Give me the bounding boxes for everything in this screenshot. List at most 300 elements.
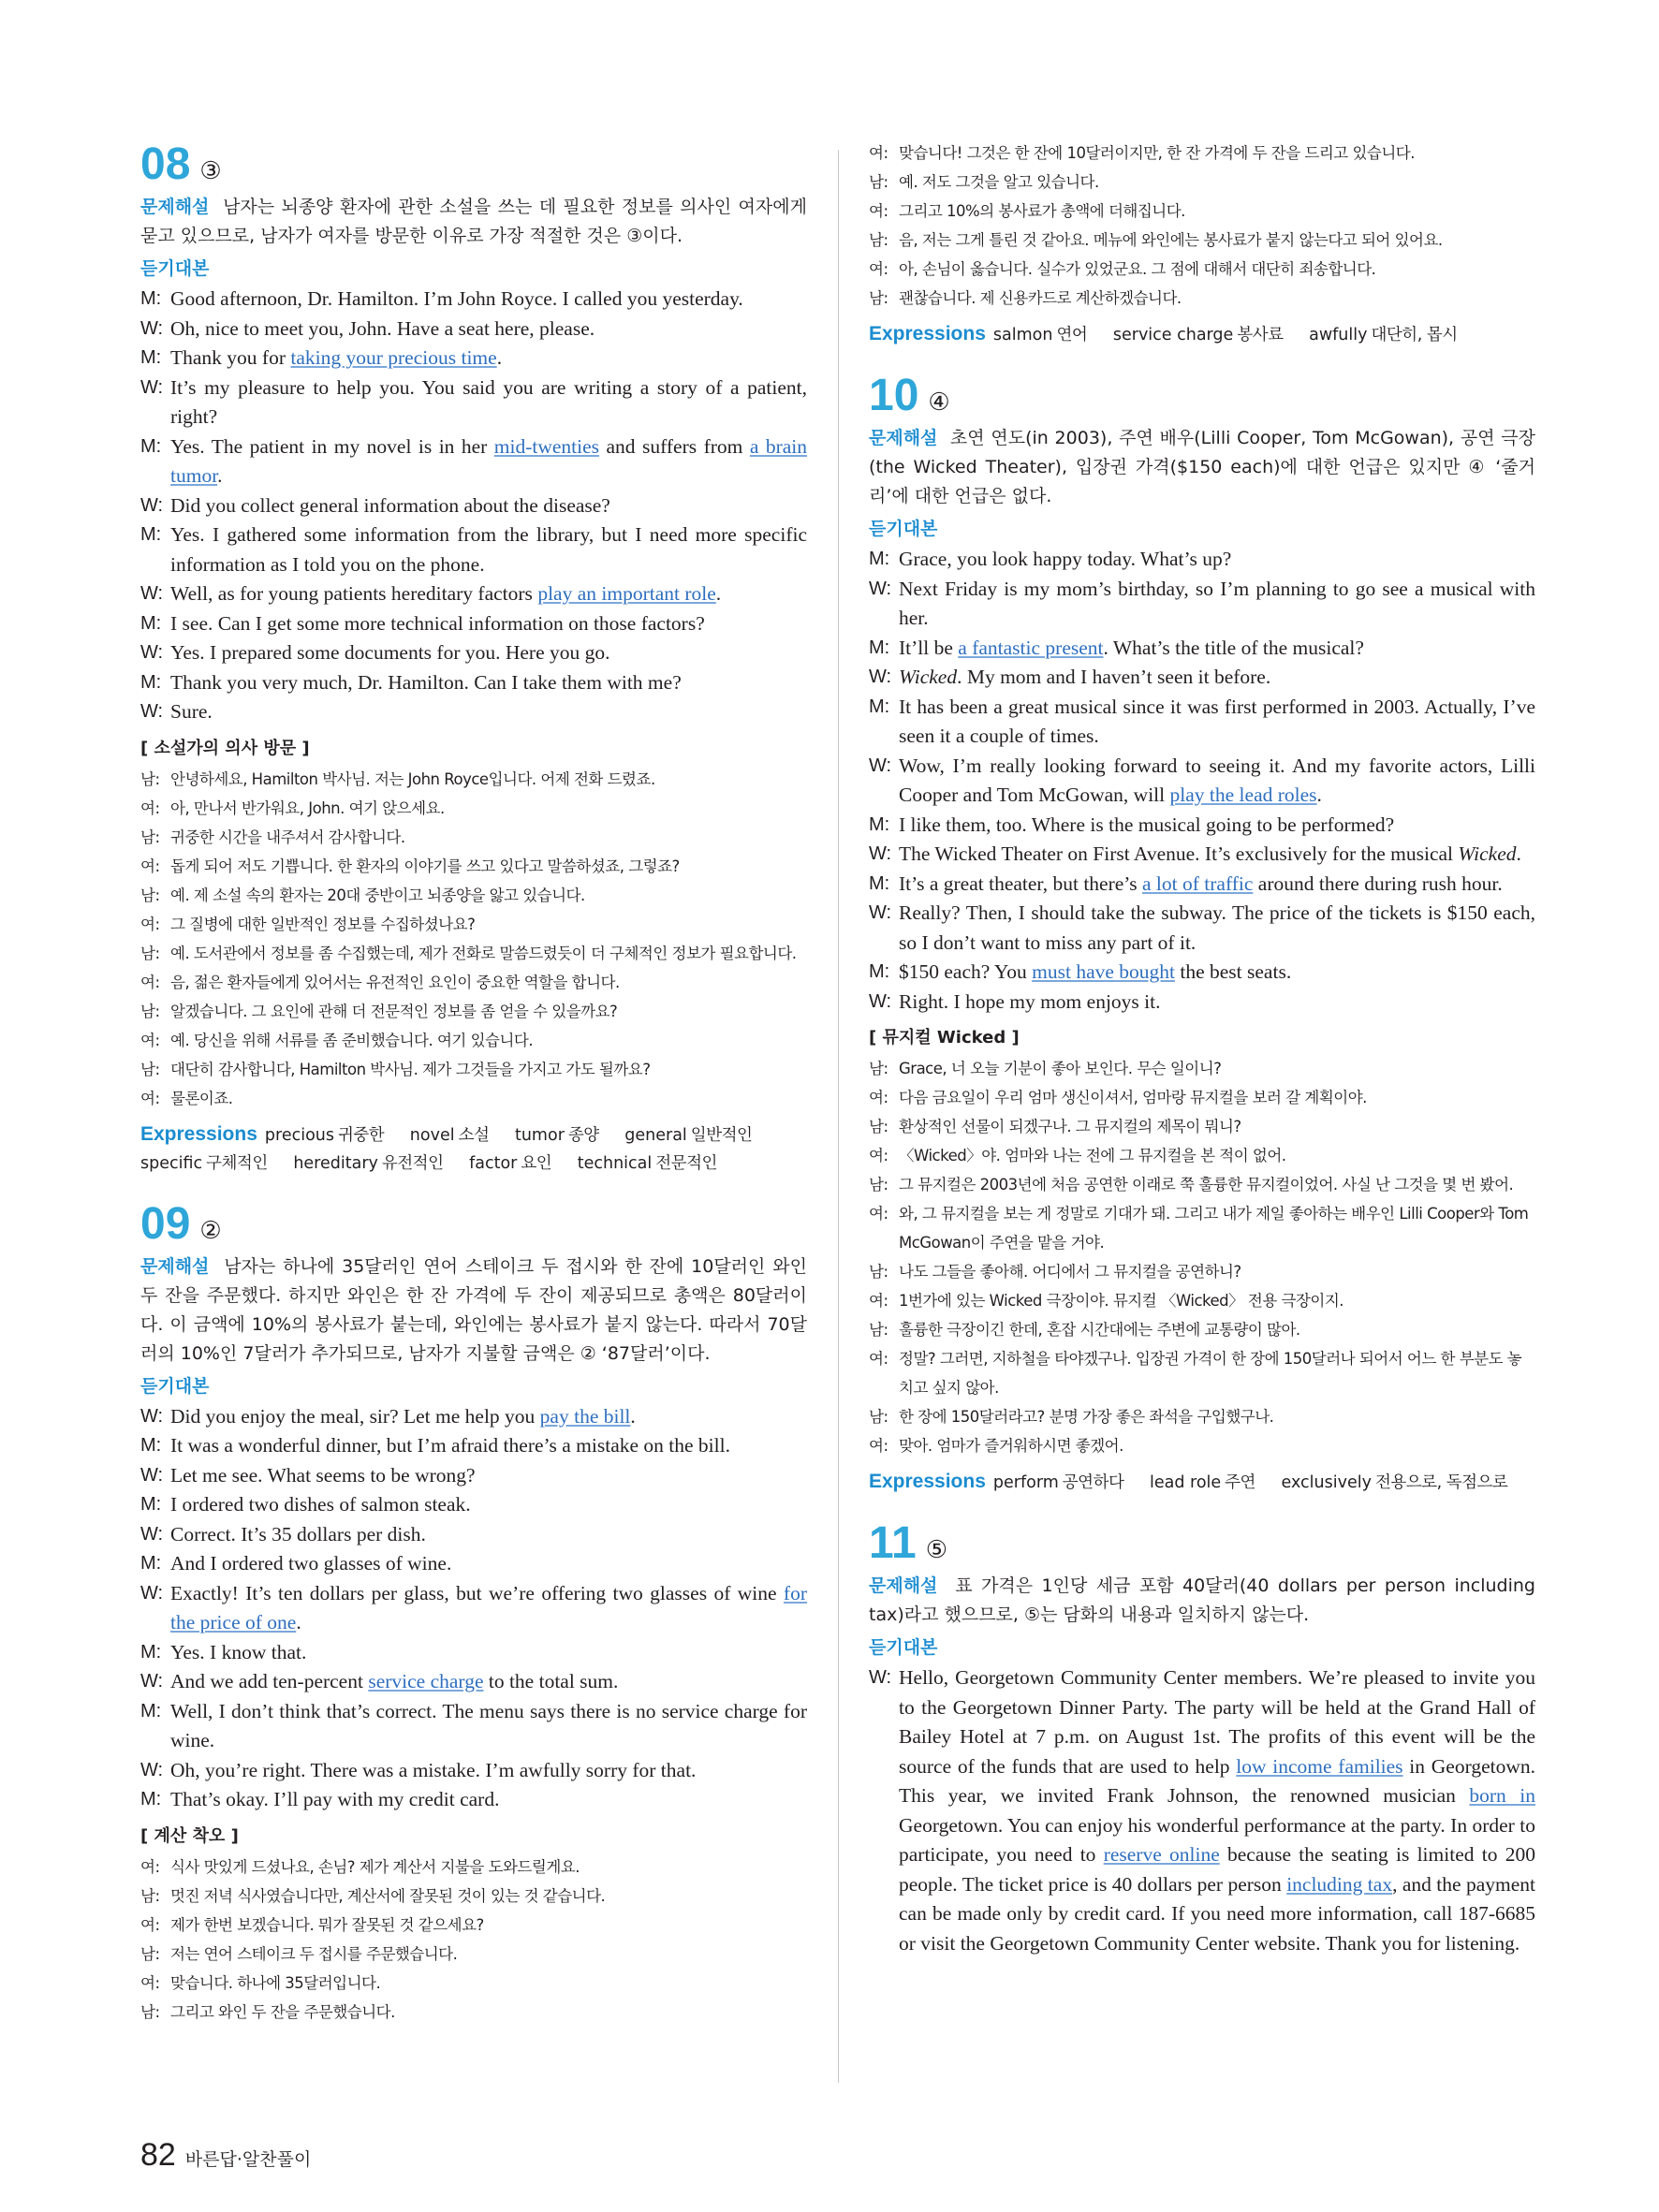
translation-line (869, 284, 1535, 313)
speaker-label: 남: (140, 769, 160, 788)
text-run: Did you collect general information about the disease? (170, 493, 610, 517)
text-run: Did you enjoy the meal, sir? Let me help you (170, 1404, 540, 1428)
fill-in-blank: reserve online (1103, 1843, 1220, 1866)
translation-line (140, 1940, 807, 1969)
vocab-word: factor (469, 1153, 518, 1173)
translation-text: 맞아. 엄마가 즐거워하시면 좋겠어. (899, 1437, 1123, 1455)
script-label: 듣기대본 (869, 519, 938, 539)
explanation (140, 193, 807, 251)
translation (140, 1853, 807, 2027)
speaker-label: 남: (140, 1002, 160, 1020)
translation-text: 대단히 감사합니다, Hamilton 박사님. 제가 그것들을 가지고 가도 될까요? (170, 1060, 651, 1078)
translation-line (140, 1969, 807, 1998)
vocab-meaning: 공연하다 (1062, 1473, 1124, 1492)
translation-line (140, 852, 807, 881)
answer-mark: ⑤ (925, 1535, 948, 1563)
translation-text: 저는 연어 스테이크 두 접시를 주문했습니다. (170, 1944, 458, 1963)
dialogue-line (869, 840, 1535, 870)
speaker-label: 여: (140, 1915, 160, 1934)
speaker-label: 남: (140, 944, 160, 962)
dialogue-line (869, 988, 1535, 1018)
title-italic: Wicked (899, 666, 958, 688)
speaker-label: W: (140, 701, 164, 722)
dialogue-line (140, 1402, 807, 1432)
translation-text: 아, 손님이 옳습니다. 실수가 있었군요. 그 점에 대해서 대단히 죄송합니다. (899, 260, 1376, 278)
text-run: , and the payment can be made only by credit card. If you need more information, call 187-6685 or visit the Georgetown Community Center website. Thank you for listening. (899, 1872, 1535, 1955)
dialogue-line (869, 1663, 1535, 1958)
translation-line (869, 168, 1535, 197)
speaker-label: 남: (140, 886, 160, 904)
dialogue-line (140, 668, 807, 698)
text-run: . (630, 1404, 636, 1428)
translation-text: Grace, 너 오늘 기분이 좋아 보인다. 무슨 일이니? (899, 1060, 1222, 1077)
speaker-label: W: (140, 1523, 164, 1545)
speaker-label: W: (140, 642, 164, 663)
speaker-label: 여: (140, 857, 160, 875)
text-run: . My mom and I haven’t seen it before. (957, 666, 1271, 688)
text-run: The Wicked Theater on First Avenue. It’s exclusively for the musical (899, 842, 1459, 865)
text-run: It’s a great theater, but there’s (899, 872, 1143, 895)
dialogue-line (869, 663, 1535, 693)
script-label: 듣기대본 (140, 258, 210, 279)
vocab-meaning: 전문적인 (655, 1153, 717, 1173)
dialogue-text (170, 374, 807, 432)
vocab-word: tumor (514, 1125, 565, 1145)
translation-line (869, 255, 1535, 284)
speaker-label: W: (140, 1464, 164, 1486)
speaker-label: 여: (140, 1031, 160, 1049)
translation-text: 맞습니다! 그것은 한 잔에 10달러이지만, 한 잔 가격에 두 잔을 드리고 있습니다. (899, 144, 1415, 162)
text-run: Yes. The patient in my novel is in her (170, 434, 494, 458)
text-run: . (296, 1611, 301, 1633)
speaker-label: 여: (869, 1205, 888, 1223)
translation-line (869, 1170, 1535, 1199)
expressions-label: Expressions (869, 323, 986, 344)
fill-in-blank: a lot of traffic (1142, 872, 1254, 895)
translation-line (140, 997, 807, 1026)
dialogue-text (170, 638, 807, 668)
dialogue-text (899, 663, 1535, 693)
text-run: Thank you very much, Dr. Hamilton. Can I take them with me? (170, 670, 682, 694)
dialogue-text (170, 1490, 807, 1520)
q09-heading (140, 1200, 807, 1249)
translation-line (140, 939, 807, 968)
translation-line (869, 139, 1535, 168)
vocab-meaning: 귀중한 (338, 1125, 385, 1145)
dialogue-line (140, 285, 807, 315)
dialogue-text (899, 1663, 1535, 1958)
fill-in-blank: play the lead roles (1169, 784, 1317, 806)
dialogue-line (140, 579, 807, 609)
translation-line (140, 794, 807, 823)
dialogue-line (140, 1697, 807, 1756)
translation-line (140, 968, 807, 997)
page-footer (140, 2137, 311, 2174)
translation-text: 식사 맛있게 드셨나요, 손님? 제가 계산서 지불을 도와드릴게요. (170, 1857, 580, 1876)
translation-text: 나도 그들을 좋아해. 어디에서 그 뮤지컬을 공연하니? (899, 1263, 1241, 1281)
dialogue-line (140, 638, 807, 668)
text-run: the best seats. (1175, 960, 1292, 983)
dialogue-line (869, 545, 1535, 575)
speaker-label: 남: (140, 1886, 160, 1905)
text-run: And I ordered two glasses of wine. (170, 1552, 452, 1575)
dialogue-line (140, 344, 807, 374)
fill-in-blank: a fantastic present (958, 636, 1104, 659)
speaker-label: 남: (869, 231, 888, 249)
text-run: Let me see. What seems to be wrong? (170, 1463, 476, 1487)
vocab-meaning: 봉사료 (1237, 326, 1284, 344)
speaker-label: 남: (140, 1944, 160, 1963)
page-number: 82 (140, 2137, 176, 2173)
text-run: Next Friday is my mom’s birthday, so I’m planning to go see a musical with her. (899, 577, 1535, 629)
dialogue-text (899, 870, 1535, 900)
dialogue-line (869, 693, 1535, 752)
text-run: Thank you for (170, 346, 291, 369)
translation-text: 그리고 10%의 봉사료가 총액에 더해집니다. (899, 202, 1185, 220)
translation-text: 예. 도서관에서 정보를 좀 수집했는데, 제가 전화로 말씀드렸듯이 더 구체적인 정보가 필요합니다. (170, 944, 797, 962)
vocab-word: technical (577, 1153, 653, 1173)
vocab-word: novel (409, 1125, 455, 1145)
dialogue-text (170, 1520, 807, 1550)
text-run: around there during rush hour. (1253, 872, 1503, 895)
translation-text: 〈Wicked〉야. 엄마와 나는 전에 그 뮤지컬을 본 적이 없어. (899, 1147, 1286, 1165)
dialogue-text (170, 1785, 807, 1815)
translation-text: 예. 제 소설 속의 환자는 20대 중반이고 뇌종양을 앓고 있습니다. (170, 886, 585, 904)
dialogue-text (899, 958, 1535, 988)
speaker-label: M: (140, 1494, 162, 1515)
translation-title: [ 뮤지컬 Wicked ] (869, 1028, 1020, 1047)
dialogue-line (140, 1785, 807, 1815)
dialogue-text (899, 693, 1535, 752)
text-run: And we add ten-percent (170, 1670, 369, 1692)
text-run: . What’s the title of the musical? (1103, 636, 1364, 659)
speaker-label: M: (140, 288, 162, 309)
dialogue (140, 285, 807, 727)
speaker-label: 여: (869, 1292, 888, 1310)
text-run: Correct. It’s 35 dollars per dish. (170, 1522, 426, 1545)
text-run: Wow, I’m really looking forward to seeing it. And my favorite actors, Lilli Cooper and Tom McGowan, will (899, 754, 1535, 806)
speaker-label: 남: (869, 1060, 888, 1077)
text-run: . (1316, 784, 1322, 806)
speaker-label: W: (140, 376, 164, 398)
translation-line (140, 1998, 807, 2027)
speaker-label: 여: (869, 1350, 888, 1368)
speaker-label: W: (869, 990, 892, 1012)
speaker-label: 여: (869, 144, 888, 162)
speaker-label: 여: (140, 1973, 160, 1992)
speaker-label: 여: (140, 1089, 160, 1107)
vocab-meaning: 유전적인 (381, 1153, 444, 1173)
q09-section (140, 1200, 807, 2027)
speaker-label: W: (140, 494, 164, 516)
speaker-label: 남: (869, 1408, 888, 1426)
dialogue-text (899, 752, 1535, 811)
title-italic: Wicked (1458, 842, 1517, 865)
dialogue-text (899, 899, 1535, 958)
dialogue-text (170, 1756, 807, 1786)
dialogue-text (170, 609, 807, 639)
text-run: It’ll be (899, 636, 959, 659)
dialogue-text (170, 1461, 807, 1491)
translation-line (869, 1257, 1535, 1286)
vocab-word: lead role (1149, 1473, 1222, 1492)
dialogue (869, 1663, 1535, 1958)
dialogue-line (869, 899, 1535, 958)
vocab-word: perform (992, 1473, 1059, 1492)
speaker-label: M: (869, 813, 890, 835)
dialogue-text (170, 520, 807, 579)
text-run: . (496, 346, 503, 369)
translation-line (869, 1344, 1535, 1402)
translation-text: 그 뮤지컬은 2003년에 처음 공연한 이래로 쭉 훌륭한 뮤지컬이었어. 사실 난 그것을 몇 번 봤어. (899, 1176, 1514, 1194)
text-run: I ordered two dishes of salmon steak. (170, 1493, 471, 1516)
dialogue (869, 545, 1535, 1017)
translation-text: 맞습니다. 하나에 35달러입니다. (170, 1973, 381, 1992)
text-run: Good afternoon, Dr. Hamilton. I’m John Royce. I called you yesterday. (170, 287, 743, 310)
explanation (869, 424, 1535, 511)
dialogue-text (170, 1638, 807, 1668)
dialogue-line (140, 1638, 807, 1668)
speaker-label: M: (869, 872, 890, 894)
translation-text: 다음 금요일이 우리 엄마 생신이셔서, 엄마랑 뮤지컬을 보러 갈 계획이야. (899, 1089, 1367, 1106)
text-run: to the total sum. (483, 1670, 619, 1692)
translation-line (140, 1882, 807, 1911)
dialogue-text (170, 491, 807, 521)
translation-line (140, 823, 807, 852)
speaker-label: 남: (869, 1263, 888, 1281)
translation-text: 음, 젊은 환자들에게 있어서는 유전적인 요인이 중요한 역할을 합니다. (170, 973, 620, 991)
speaker-label: M: (140, 1553, 162, 1574)
speaker-label: M: (869, 637, 890, 658)
fill-in-blank: must have bought (1032, 960, 1175, 983)
text-run: in Georgetown. This year, we invited Frank Johnson, the renowned musician (899, 1754, 1536, 1807)
answer-mark: ③ (199, 156, 222, 184)
speaker-label: 여: (140, 973, 160, 991)
translation-title: [ 소설가의 의사 방문 ] (140, 738, 310, 758)
translation-line (140, 1026, 807, 1055)
translation-line (869, 1054, 1535, 1083)
book-title: 바른답·알찬풀이 (184, 2149, 312, 2170)
dialogue-text (170, 1579, 807, 1638)
translation-line (869, 1402, 1535, 1431)
answer-mark: ④ (928, 388, 950, 416)
translation-text: 돕게 되어 저도 기쁩니다. 한 환자의 이야기를 쓰고 있다고 말씀하셨죠, 그렇죠? (170, 857, 680, 875)
text-run: Georgetown. You can enjoy his wonderful performance at the party. In order to participate, you need to (899, 1813, 1535, 1866)
text-run: Well, as for young patients hereditary factors (170, 582, 538, 605)
speaker-label: 남: (869, 289, 888, 307)
speaker-label: 남: (140, 1060, 160, 1078)
vocab-word: general (624, 1125, 687, 1145)
translation-line (869, 1141, 1535, 1170)
fill-in-blank: for the price of one (170, 1581, 807, 1633)
translation-title: [ 계산 착오 ] (140, 1825, 239, 1846)
speaker-label: M: (140, 1435, 162, 1456)
translation-line (140, 1911, 807, 1940)
vocab-meaning: 일반적인 (690, 1125, 753, 1145)
speaker-label: W: (140, 1671, 164, 1692)
dialogue-line (140, 315, 807, 344)
translation-text: 훌륭한 극장이긴 한데, 혼잡 시간대에는 주변에 교통량이 많아. (899, 1321, 1300, 1339)
dialogue-line (140, 491, 807, 521)
speaker-label: M: (869, 961, 890, 982)
speaker-label: 남: (869, 1118, 888, 1135)
translation-line (869, 1431, 1535, 1460)
expressions-label: Expressions (140, 1122, 257, 1145)
speaker-label: 여: (869, 1437, 888, 1455)
text-run: That’s okay. I’ll pay with my credit card. (170, 1788, 500, 1810)
speaker-label: W: (140, 1405, 164, 1427)
text-run: Grace, you look happy today. What’s up? (899, 548, 1232, 570)
text-run: . (1516, 842, 1521, 865)
question-number: 10 (869, 371, 919, 420)
speaker-label: W: (869, 843, 892, 864)
dialogue-line (869, 752, 1535, 811)
text-run: I see. Can I get some more technical information on those factors? (170, 611, 705, 635)
vocab-meaning: 주연 (1225, 1473, 1255, 1492)
speaker-label: W: (140, 1582, 164, 1604)
dialogue-text (899, 545, 1535, 575)
translation-continued (869, 139, 1535, 313)
explanation-label: 문제해설 (869, 1575, 938, 1596)
translation-text: 괜찮습니다. 제 신용카드로 계산하겠습니다. (899, 289, 1182, 307)
dialogue-text (899, 811, 1535, 841)
text-run: . (715, 582, 722, 605)
dialogue-line (140, 1549, 807, 1579)
text-run: Really? Then, I should take the subway. The price of the tickets is $150 each, so I don’t want to miss any part of it. (899, 901, 1535, 954)
speaker-label: 남: (869, 1176, 888, 1194)
translation-text: 알겠습니다. 그 요인에 관해 더 전문적인 정보를 좀 얻을 수 있을까요? (170, 1002, 618, 1020)
translation (869, 1054, 1535, 1460)
q08-section (140, 140, 807, 1178)
dialogue-text (170, 1549, 807, 1579)
dialogue-line (140, 1667, 807, 1697)
speaker-label: W: (869, 578, 892, 599)
translation-text: 안녕하세요, Hamilton 박사님. 저는 John Royce입니다. 어제 전화 드렸죠. (170, 769, 655, 788)
explanation-label: 문제해설 (869, 428, 938, 448)
speaker-label: M: (140, 347, 162, 368)
dialogue-text (170, 285, 807, 315)
translation-line (869, 1315, 1535, 1344)
vocab-word: hereditary (293, 1153, 378, 1173)
q11-heading (869, 1519, 1535, 1568)
dialogue-text (170, 668, 807, 698)
speaker-label: 남: (869, 1321, 888, 1339)
speaker-label: W: (140, 317, 164, 339)
translation (140, 765, 807, 1113)
vocab-meaning: 소설 (458, 1125, 490, 1145)
translation-line (869, 197, 1535, 226)
fill-in-blank: mid-twenties (493, 434, 600, 458)
expressions-label: Expressions (869, 1471, 986, 1492)
q11-section (869, 1519, 1535, 1958)
dialogue-text (170, 579, 807, 609)
text-run: Oh, you’re right. There was a mistake. I’m awfully sorry for that. (170, 1758, 697, 1781)
text-run: Sure. (170, 700, 213, 723)
text-run: Hello, Georgetown Community Center members. We’re pleased to invite you to the Georgetown Dinner Party. The party will be held at the Grand Hall of Bailey Hotel at 7 p.m. on August 1st. The profits of this event will be the source of the funds that are used to help (899, 1666, 1535, 1778)
text-run: and suffers from (599, 434, 750, 458)
script-label: 듣기대본 (869, 1637, 938, 1658)
vocab-meaning: 구체적인 (206, 1153, 268, 1173)
text-run: because the seating is limited to 200 people. The ticket price is 40 dollars per person (899, 1843, 1535, 1896)
fill-in-blank: taking your precious time (290, 346, 497, 369)
translation-line (140, 1084, 807, 1113)
text-run: It’s my pleasure to help you. You said you are writing a story of a patient, right? (170, 375, 807, 428)
q09-continued (869, 139, 1535, 349)
fill-in-blank: born in (1469, 1784, 1535, 1807)
vocab-word: specific (140, 1153, 203, 1173)
speaker-label: 남: (869, 173, 888, 191)
dialogue-text (170, 315, 807, 344)
dialogue-line (140, 1579, 807, 1638)
column-divider (838, 150, 839, 2083)
translation-line (869, 226, 1535, 255)
speaker-label: M: (140, 612, 162, 634)
dialogue-line (140, 520, 807, 579)
explanation-label: 문제해설 (140, 197, 210, 217)
translation-text: 그리고 와인 두 잔을 주문했습니다. (170, 2002, 395, 2021)
dialogue-text (170, 432, 807, 491)
translation-text: 예. 당신을 위해 서류를 좀 준비했습니다. 여기 있습니다. (170, 1031, 534, 1049)
fill-in-blank: pay the bill (539, 1404, 631, 1428)
translation-line (869, 1199, 1535, 1257)
speaker-label: 여: (869, 260, 888, 278)
text-run: . (217, 464, 223, 487)
dialogue (140, 1402, 807, 1815)
text-run: Oh, nice to meet you, John. Have a seat here, please. (170, 316, 595, 340)
translation-line (869, 1286, 1535, 1315)
dialogue-text (170, 1697, 807, 1756)
q10-section (869, 372, 1535, 1497)
speaker-label: 여: (869, 1089, 888, 1106)
dialogue-text (170, 697, 807, 727)
left-column (140, 140, 807, 2049)
vocab-meaning: 연어 (1056, 326, 1088, 344)
dialogue-line (140, 697, 807, 727)
translation-line (869, 1083, 1535, 1112)
dialogue-line (869, 958, 1535, 988)
speaker-label: 남: (140, 828, 160, 846)
speaker-label: M: (140, 524, 162, 545)
fill-in-blank: a brain tumor (170, 434, 808, 487)
script-label: 듣기대본 (140, 1375, 210, 1397)
dialogue-line (140, 609, 807, 639)
vocab-word: salmon (992, 326, 1053, 344)
speaker-label: M: (140, 1641, 162, 1663)
text-run: Yes. I prepared some documents for you. Here you go. (170, 641, 610, 664)
dialogue-line (140, 1520, 807, 1550)
text-run: It was a wonderful dinner, but I’m afraid there’s a mistake on the bill. (170, 1434, 730, 1457)
translation-text: 제가 한번 보겠습니다. 뭐가 잘못된 것 같으세요? (170, 1915, 484, 1934)
speaker-label: M: (140, 435, 162, 457)
dialogue-text (899, 988, 1535, 1018)
speaker-label: 여: (140, 915, 160, 933)
expressions (869, 320, 1535, 349)
speaker-label: 여: (140, 1857, 160, 1876)
speaker-label: W: (869, 754, 892, 776)
dialogue-text (899, 575, 1535, 634)
vocab-word: awfully (1309, 326, 1368, 344)
translation-line (140, 1055, 807, 1084)
question-number: 08 (140, 139, 191, 189)
dialogue-line (869, 634, 1535, 664)
translation-text: 예. 저도 그것을 알고 있습니다. (899, 173, 1099, 191)
expressions (140, 1121, 807, 1178)
speaker-label: 여: (869, 1147, 888, 1165)
explanation-text: 초연 연도(in 2003), 주연 배우(Lilli Cooper, Tom McGowan), 공연 극장(the Wicked Theater), 입장권 가격($150 each)에 대한 언급은 있지만 ④ ‘줄거리’에 대한 언급은 없다. (869, 428, 1535, 506)
text-run: Exactly! It’s ten dollars per glass, but we’re offering two glasses of wine (170, 1581, 784, 1604)
dialogue-line (140, 1431, 807, 1461)
translation-text: 와, 그 뮤지컬을 보는 게 정말로 기대가 돼. 그리고 내가 제일 좋아하는 배우인 Lilli Cooper와 Tom McGowan이 주연을 맡을 거야. (899, 1205, 1529, 1252)
